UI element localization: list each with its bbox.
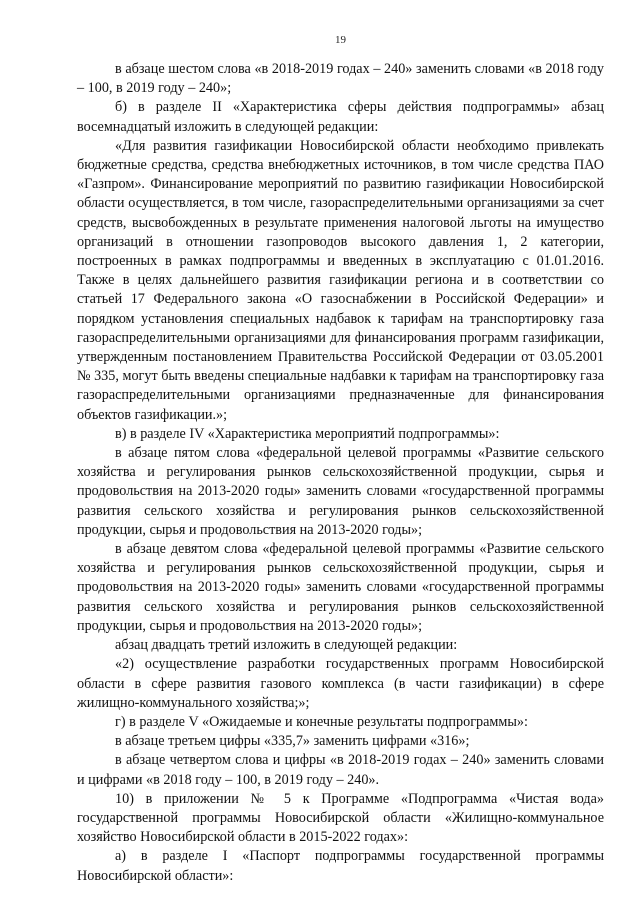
paragraph: «2) осуществление разработки государственных программ Новосибирской области в сфере развития газового комплекса (в части газификации) в сфере жилищно-коммунального хозяйства;»;	[77, 656, 604, 711]
paragraph: в) в разделе IV «Характеристика мероприятий подпрограммы»:	[115, 425, 500, 442]
paragraph: в абзаце шестом слова «в 2018-2019 годах – 240» заменить словами «в 2018 году – 100, в 2019 году – 240»;	[77, 61, 604, 97]
document-body	[77, 60, 604, 886]
paragraph: в абзаце девятом слова «федеральной целевой программы «Развитие сельского хозяйства и регулирования рынков сельскохозяйственной продукции, сырья и продовольствия на 2013-2020 годы» заменить словами «государственной программы развития сельского хозяйства и регулирования рынков сельскохозяйственной продукции, сырья и продовольствия на 2013-2020 годы»;	[77, 541, 604, 634]
paragraph: г) в разделе V «Ожидаемые и конечные результаты подпрограммы»:	[115, 713, 528, 730]
paragraph: в абзаце третьем цифры «335,7» заменить цифрами «316»;	[115, 733, 470, 750]
paragraph: в абзаце четвертом слова и цифры «в 2018-2019 годах – 240» заменить словами и цифрами «в 2018 году – 100, в 2019 году – 240».	[77, 752, 604, 788]
paragraph: а) в разделе I «Паспорт подпрограммы государственной программы Новосибирской области»:	[77, 848, 604, 884]
paragraph: «Для развития газификации Новосибирской области необходимо привлекать бюджетные средства, средства внебюджетных источников, в том числе средства ПАО «Газпром». Финансирование мероприятий по развитию газификации Новосибирской области осуществляется, в том числе, газораспределительными организациями за счет средств, высвобожденных в результате применения налоговой льготы на имущество организаций в отношении газопроводов высокого давления 1, 2 категории, построенных в рамках подпрограммы и введенных в эксплуатацию с 01.01.2016. Также в целях дальнейшего развития газификации региона и в соответствии со статьей 17 Федерального закона «О газоснабжении в Российской Федерации» и порядком установления специальных надбавок к тарифам на транспортировку газа газораспределительными организациями для финансирования программ газификации, утвержденным постановлением Правительства Российской Федерации от 03.05.2001 № 335, могут быть введены специальные надбавки к тарифам на транспортировку газа газораспределительными организациями предназначенные для финансирования объектов газификации.»;	[77, 137, 604, 423]
page-number: 19	[335, 34, 346, 46]
paragraph: абзац двадцать третий изложить в следующей редакции:	[115, 637, 458, 654]
paragraph: в абзаце пятом слова «федеральной целевой программы «Развитие сельского хозяйства и регулирования рынков сельскохозяйственной продукции, сырья и продовольствия на 2013-2020 годы» заменить словами «государственной программы развития сельского хозяйства и регулирования рынков сельскохозяйственной продукции, сырья и продовольствия на 2013-2020 годы»;	[77, 445, 604, 538]
paragraph: б) в разделе II «Характеристика сферы действия подпрограммы» абзац восемнадцатый изложить в следующей редакции:	[77, 99, 604, 135]
paragraph: 10) в приложении № 5 к Программе «Подпрограмма «Чистая вода» государственной программы Новосибирской области «Жилищно-коммунальное хозяйство Новосибирской области в 2015-2022 годах»:	[77, 790, 604, 846]
